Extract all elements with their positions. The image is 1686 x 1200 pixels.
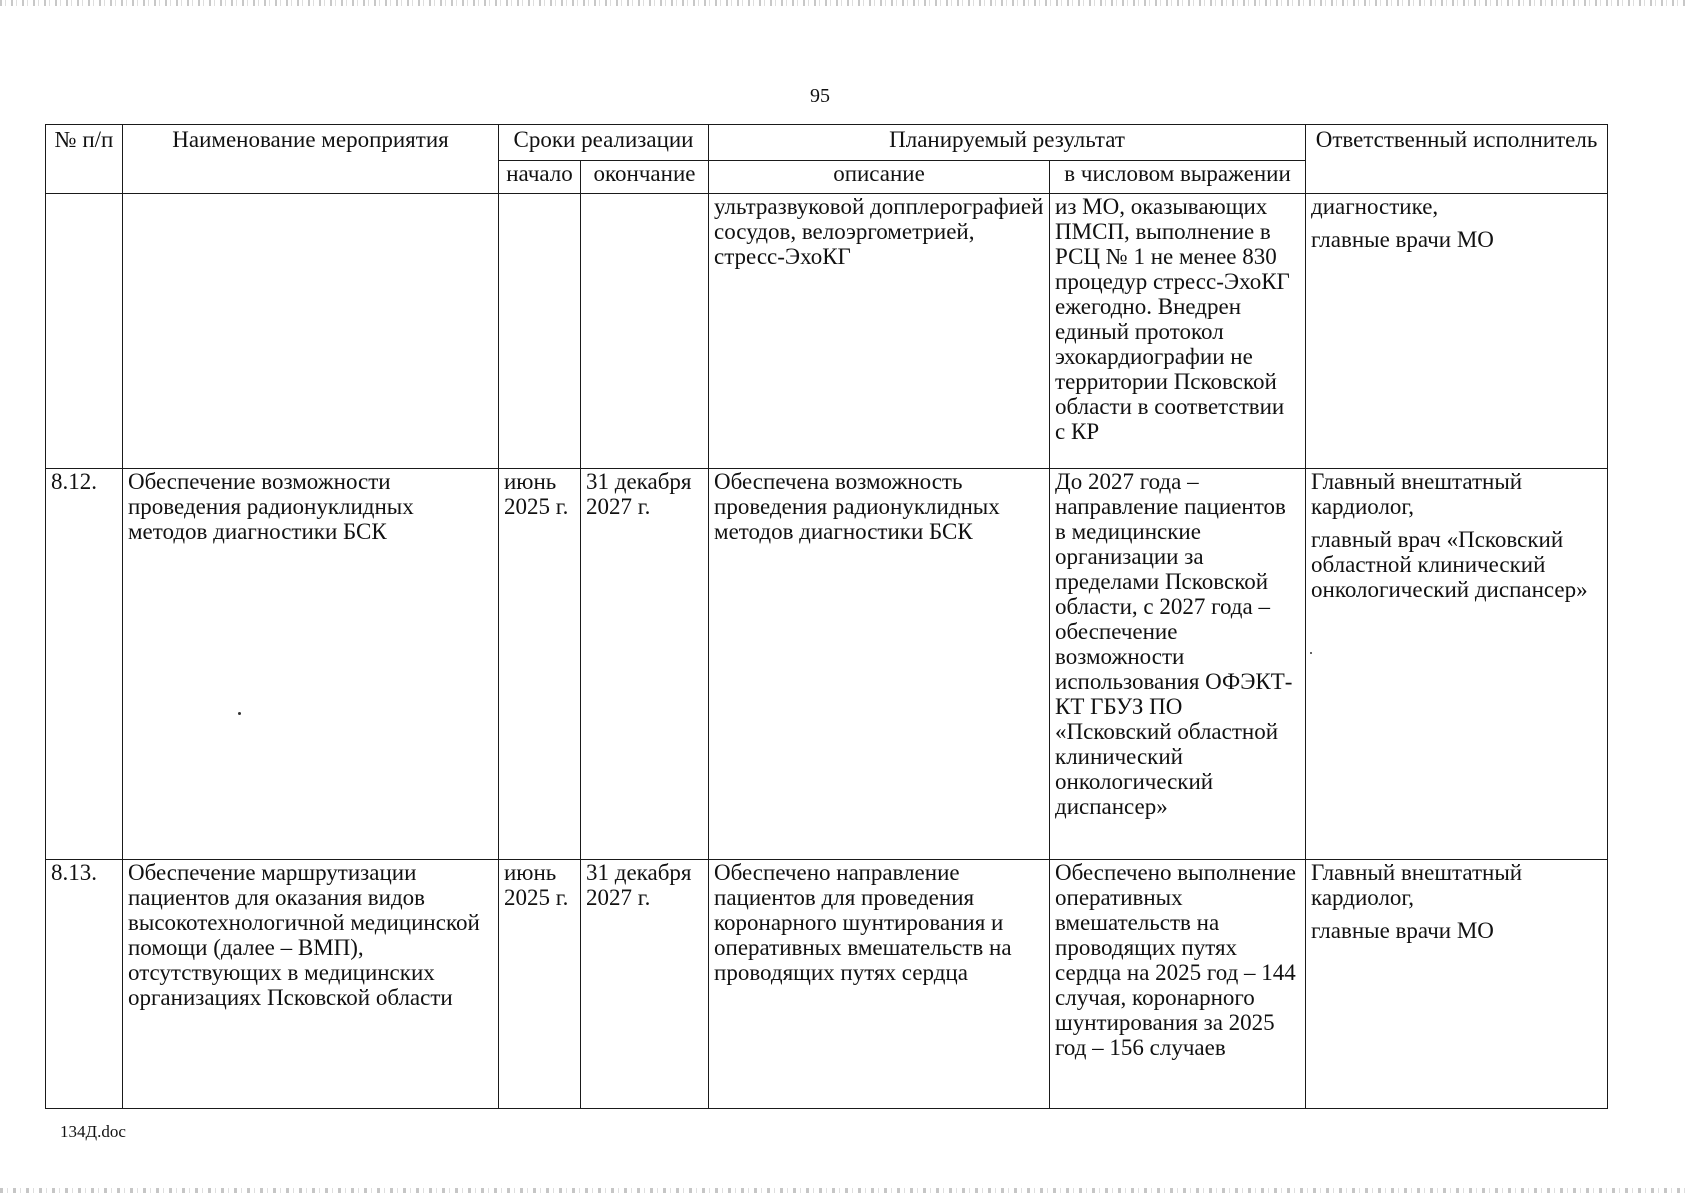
responsible-line: главные врачи МО <box>1311 227 1494 252</box>
cell-responsible <box>1306 194 1608 469</box>
header-description: описание <box>709 161 1050 194</box>
cell-name: Обеспечение маршрутизации пациентов для оказания видов высокотехнологичной медицинской помощи (далее – ВМП), отсутствующих в медицинских организациях Псковской области <box>123 860 499 1109</box>
scan-speck <box>238 712 241 715</box>
header-start: начало <box>499 161 581 194</box>
cell-numeric: До 2027 года – направление пациентов в медицинские организации за пределами Псковской области, с 2027 года – обеспечение возможности использования ОФЭКТ-КТ ГБУЗ ПО «Псковский областной клинический онкологический диспансер» <box>1050 469 1306 860</box>
responsible-line: Главный внештатный кардиолог, <box>1311 860 1523 910</box>
responsible-line: главный врач «Псковский областной клинический онкологический диспансер» <box>1311 527 1588 602</box>
cell-responsible <box>1306 469 1608 860</box>
header-numeric: в числовом выражении <box>1050 161 1306 194</box>
table-row <box>46 860 1608 1109</box>
footer-filename: 134Д.doc <box>60 1122 126 1141</box>
cell-numeric: из МО, оказывающих ПМСП, выполнение в РСЦ № 1 не менее 830 процедур стресс-ЭхоКГ ежегодно. Внедрен единый протокол эхокардиографии не территории Псковской области в соответствии с КР <box>1050 194 1306 469</box>
scan-edge-top <box>0 0 1686 6</box>
table-row <box>46 194 1608 469</box>
cell-num: 8.12. <box>46 469 123 860</box>
header-responsible: Ответственный исполнитель <box>1306 125 1608 194</box>
cell-end: 31 декабря 2027 г. <box>581 469 709 860</box>
cell-start: июнь 2025 г. <box>499 469 581 860</box>
page-number: 95 <box>810 85 830 107</box>
cell-description: ультразвуковой допплерографией сосудов, велоэргометрией, стресс-ЭхоКГ <box>709 194 1050 469</box>
cell-start <box>499 194 581 469</box>
cell-num <box>46 194 123 469</box>
cell-start: июнь 2025 г. <box>499 860 581 1109</box>
cell-num: 8.13. <box>46 860 123 1109</box>
header-row-top <box>46 125 1608 161</box>
header-name: Наименование мероприятия <box>123 125 499 194</box>
cell-end: 31 декабря 2027 г. <box>581 860 709 1109</box>
cell-numeric: Обеспечено выполнение оперативных вмешательств на проводящих путях сердца на 2025 год – 144 случая, коронарного шунтирования за 2025 год – 156 случаев <box>1050 860 1306 1109</box>
header-result: Планируемый результат <box>709 125 1306 161</box>
scan-speck <box>1310 652 1312 654</box>
activities-table <box>45 124 1608 1109</box>
header-terms: Сроки реализации <box>499 125 709 161</box>
scan-edge-bottom <box>0 1188 1686 1193</box>
table-row <box>46 469 1608 860</box>
cell-responsible <box>1306 860 1608 1109</box>
responsible-line: Главный внештатный кардиолог, <box>1311 469 1523 519</box>
cell-name <box>123 194 499 469</box>
cell-description: Обеспечена возможность проведения радионуклидных методов диагностики БСК <box>709 469 1050 860</box>
header-end: окончание <box>581 161 709 194</box>
cell-description: Обеспечено направление пациентов для проведения коронарного шунтирования и оперативных вмешательств на проводящих путях сердца <box>709 860 1050 1109</box>
responsible-line: главные врачи МО <box>1311 918 1494 943</box>
cell-name: Обеспечение возможности проведения радионуклидных методов диагностики БСК <box>123 469 499 860</box>
cell-end <box>581 194 709 469</box>
responsible-line: диагностике, <box>1311 194 1439 219</box>
header-num: № п/п <box>46 125 123 194</box>
